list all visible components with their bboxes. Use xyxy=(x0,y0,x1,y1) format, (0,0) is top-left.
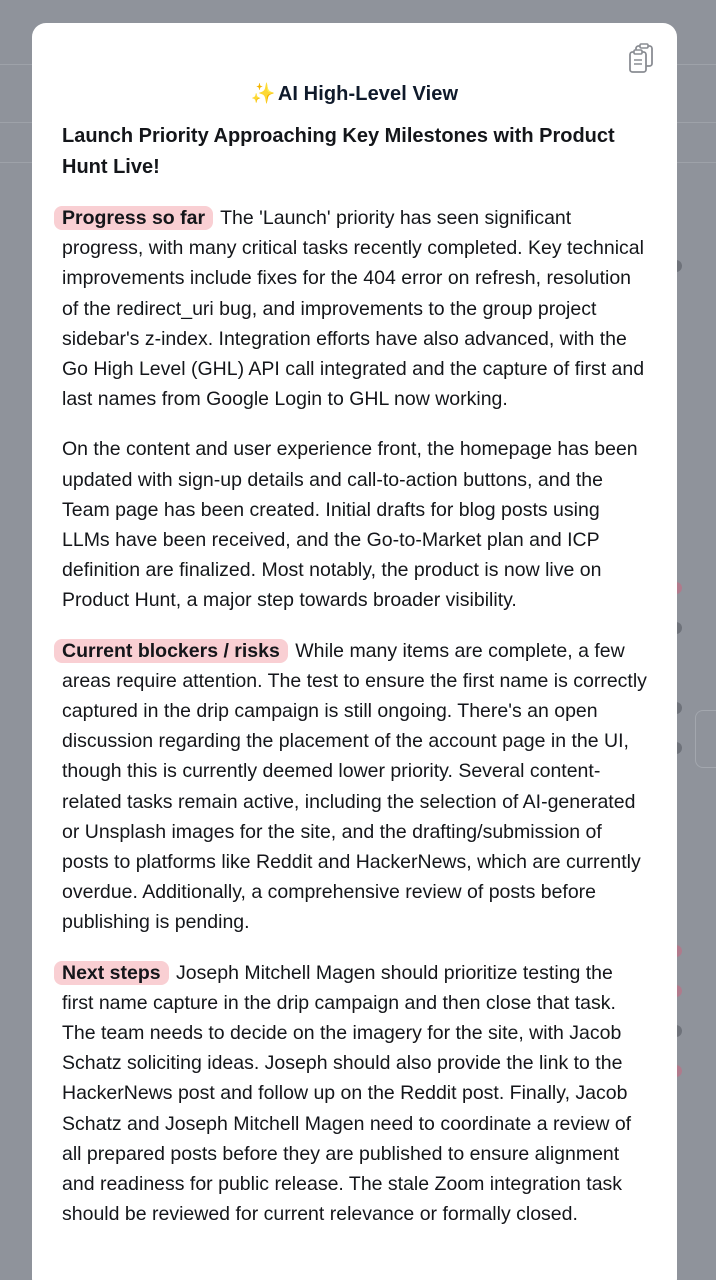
next-steps-section xyxy=(62,958,649,1230)
progress-section xyxy=(62,203,649,414)
clipboard-copy-icon xyxy=(627,43,657,75)
summary-content xyxy=(62,121,649,1250)
blockers-text: While many items are complete, a few areas require attention. The test to ensure the first name is correctly captured in the drip campaign is still ongoing. There's an open discussion regarding the placement of the account page in the UI, though this is currently deemed lower priority. Several content-related tasks remain active, including the selection of AI-generated or Unsplash images for the site, and the drafting/submission of posts to platforms like Reddit and HackerNews, which are currently overdue. Additionally, a comprehensive review of posts before publishing is pending. xyxy=(62,639,647,934)
modal-title xyxy=(32,81,677,106)
next-steps-label: Next steps xyxy=(54,961,169,985)
progress-text: The 'Launch' priority has seen significant progress, with many critical tasks recently completed. Key technical improvements include fixes for the 404 error on refresh, resolution of the redirect_uri bug, and improvements to the group project sidebar's z-index. Integration efforts have also advanced, with the Go High Level (GHL) API call integrated and the capture of first and last names from Google Login to GHL now working. xyxy=(62,207,645,411)
background-side-handle xyxy=(695,710,716,768)
progress-label: Progress so far xyxy=(54,206,213,230)
next-steps-text: Joseph Mitchell Magen should prioritize testing the first name capture in the drip campaign and then close that task. The team needs to decide on the imagery for the site, with Jacob Schatz soliciting ideas. Joseph should also provide the link to the HackerNews post and follow up on the Reddit post. Finally, Jacob Schatz and Joseph Mitchell Magen need to coordinate a review of all prepared posts before they are published to ensure alignment and readiness for public release. The stale Zoom integration task should be reviewed for current relevance or formally closed. xyxy=(62,961,632,1226)
content-ux-text: On the content and user experience front, the homepage has been updated with sign-up details and call-to-action buttons, and the Team page has been created. Initial drafts for blog posts using LLMs have been received, and the Go-to-Market plan and ICP definition are finalized. Most notably, the product is now live on Product Hunt, a major step towards broader visibility. xyxy=(62,438,638,612)
content-ux-section xyxy=(62,434,649,615)
sparkles-icon: ✨ xyxy=(250,83,276,105)
summary-headline: Launch Priority Approaching Key Milestones with Product Hunt Live! xyxy=(62,125,615,178)
blockers-label: Current blockers / risks xyxy=(54,639,288,663)
modal-title-text: AI High-Level View xyxy=(277,83,459,105)
blockers-section xyxy=(62,636,649,938)
ai-summary-modal xyxy=(32,23,677,1280)
copy-button[interactable] xyxy=(627,43,657,75)
